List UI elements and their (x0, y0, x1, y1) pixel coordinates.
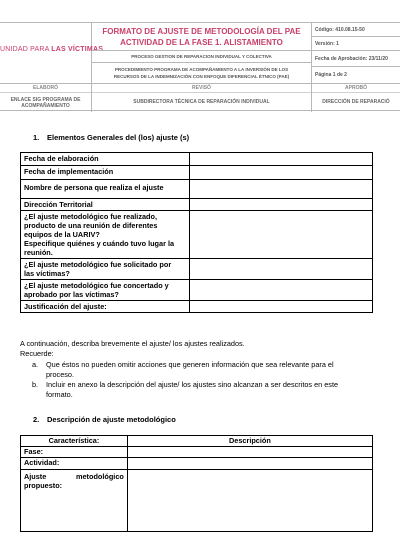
table-row (21, 166, 373, 180)
list-item (20, 380, 376, 399)
instructions-list (20, 360, 376, 399)
row-label-direccion-territorial: Dirección Territorial (21, 199, 190, 211)
list-marker: a. (32, 360, 39, 369)
reunion-field[interactable] (189, 211, 372, 259)
signature-heading: REVISÓ (92, 84, 311, 93)
logo-cell (0, 23, 104, 83)
instructions-recuerde: Recuerde: (20, 349, 54, 358)
label-line: las víctimas? (24, 269, 70, 278)
fecha-elaboracion-field[interactable] (189, 153, 372, 166)
section2-number: 2. (33, 415, 40, 424)
nombre-persona-field[interactable] (189, 180, 372, 199)
justificacion-field[interactable] (189, 301, 372, 313)
row-label-ajuste-propuesto (21, 470, 128, 532)
logo-prefix: UNIDAD PARA (0, 46, 52, 53)
program-name (92, 63, 312, 83)
table-header-row (21, 436, 373, 447)
label-line (24, 472, 124, 481)
table-row (21, 259, 373, 280)
concertado-field[interactable] (189, 280, 372, 301)
ajuste-propuesto-field[interactable] (127, 470, 372, 532)
signature-value: SUBDIRECTORA TÉCNICA DE REPARACIÓN INDIVIDUAL (133, 99, 270, 105)
row-label-fecha-implementacion: Fecha de implementación (21, 166, 190, 180)
list-item (20, 360, 376, 379)
table-row (21, 458, 373, 470)
table-row (21, 153, 373, 166)
column-header-caracteristica: Característica: (21, 436, 128, 447)
fase-field[interactable] (127, 447, 372, 458)
label-line: Especifique quiénes y cuándo tuvo lugar la (24, 239, 175, 248)
general-elements-table (20, 152, 373, 313)
label-line: producto de una reunión de diferentes (24, 221, 158, 230)
process-name: PROCESO GESTION DE REPARACION INDIVIDUAL Y COLECTIVA (92, 51, 312, 63)
section1-title-text: Elementos Generales del (los) ajuste (s) (47, 133, 190, 142)
actividad-field[interactable] (127, 458, 372, 470)
label-line: reunión. (24, 248, 53, 257)
solicitado-field[interactable] (189, 259, 372, 280)
list-item-line: formato. (46, 389, 73, 399)
fecha-implementacion-field[interactable] (189, 166, 372, 180)
methodology-adjustment-table (20, 435, 373, 532)
version: Versión: 1 (312, 37, 400, 51)
instructions-intro: A continuación, describa brevemente el ajuste/ los ajustes realizados. (20, 339, 245, 348)
section2-title (33, 415, 176, 424)
table-row (21, 280, 373, 301)
signature-reviso (92, 84, 312, 112)
signature-line: ENLACE SIG PROGRAMA DE (10, 97, 81, 103)
title-cell (92, 23, 312, 51)
list-marker: b. (32, 380, 39, 389)
section1-title (33, 133, 189, 142)
column-header-descripcion: Descripción (127, 436, 372, 447)
label-line: ¿El ajuste metodológico fue solicitado por (24, 260, 172, 269)
table-row (21, 199, 373, 211)
list-item-line: Que éstos no pueden omitir acciones que generen información que sea relevante para el (46, 360, 334, 369)
label-line: aprobado por las víctimas? (24, 290, 119, 299)
label-line: equipos de la UARIV? (24, 230, 100, 239)
row-label-solicitado (21, 259, 190, 280)
program-line1: PROCEDIMIENTO PROGRAMA DE ACOMPAÑAMIENTO A LA INVERSIÓN DE LOS (114, 67, 289, 72)
direccion-territorial-field[interactable] (189, 199, 372, 211)
signature-elaboro (0, 84, 92, 112)
row-label-actividad: Actividad: (21, 458, 128, 470)
label-word: metodológico (76, 472, 124, 481)
table-row (21, 211, 373, 259)
list-item-line: Incluir en anexo la descripción del ajuste/ los ajustes sino alcanzan a ser descritos en este (46, 380, 339, 389)
list-item-line: proceso. (46, 369, 74, 379)
row-label-fase: Fase: (21, 447, 128, 458)
signature-row (0, 83, 400, 111)
label-word: Ajuste (24, 472, 47, 481)
unidad-victimas-logo (0, 46, 103, 53)
document-title-line2: ACTIVIDAD DE LA FASE 1. ALISTAMIENTO (120, 38, 283, 47)
signature-heading: APROBÓ (312, 84, 400, 93)
logo-emphasis: LAS VÍCTIMAS (51, 46, 104, 53)
codigo: Código: 410.08.15-50 (312, 23, 400, 37)
document-title-line1: FORMATO DE AJUSTE DE METODOLOGÍA DEL PAE (102, 27, 301, 36)
signature-heading: ELABORÓ (0, 84, 91, 93)
row-label-nombre-persona: Nombre de persona que realiza el ajuste (21, 180, 190, 199)
label-line: ¿El ajuste metodológico fue concertado y (24, 281, 169, 290)
label-line: propuesto: (24, 481, 63, 490)
label-line: ¿El ajuste metodológico fue realizado, (24, 212, 157, 221)
row-label-justificacion: Justificación del ajuste: (21, 301, 190, 313)
signature-aprobo (312, 84, 400, 112)
signature-value (0, 93, 91, 109)
pagina: Página 1 de 2 (315, 72, 347, 78)
section2-title-text: Descripción de ajuste metodológico (47, 415, 176, 424)
fecha-aprobacion: Fecha de Aprobación: 23/11/20 (312, 51, 400, 67)
header-grid (0, 22, 400, 109)
table-row (21, 470, 373, 532)
table-row (21, 301, 373, 313)
signature-line: ACOMPAÑAMIENTO (21, 103, 70, 109)
signature-value: DIRECCIÓN DE REPARACIÓ (322, 99, 390, 105)
table-row (21, 447, 373, 458)
section1-number: 1. (33, 133, 40, 142)
row-label-concertado (21, 280, 190, 301)
row-label-fecha-elaboracion: Fecha de elaboración (21, 153, 190, 166)
table-row (21, 180, 373, 199)
row-label-reunion (21, 211, 190, 259)
program-line2: RECURSOS DE LA INDEMNIZACIÓN CON ENFOQUE DIFERENCIAL ÉTNICO (PAE) (113, 74, 290, 79)
